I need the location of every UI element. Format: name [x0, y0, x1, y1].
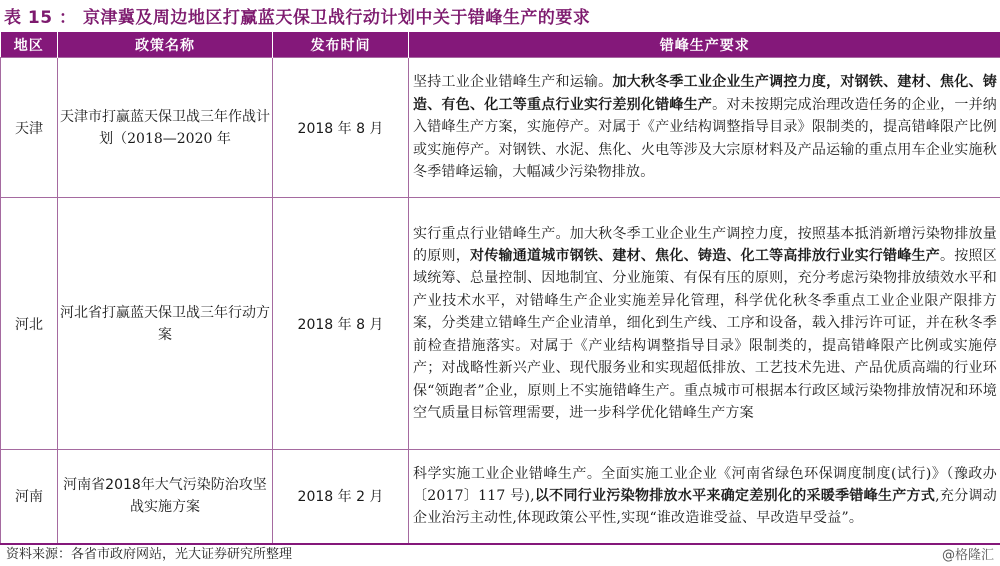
table-row-tianjin — [1, 58, 1000, 198]
release-date-cell: 2018 年 8 月 — [273, 198, 409, 450]
title-text: 京津冀及周边地区打赢蓝天保卫战行动计划中关于错峰生产的要求 — [82, 8, 591, 28]
source-note: 资料来源：各省市政府网站，光大证券研究所整理 — [6, 547, 293, 562]
header-policy-name: 政策名称 — [58, 32, 273, 58]
policy-name-year: 2018 — [105, 477, 141, 494]
table-row-henan — [1, 450, 1000, 544]
policy-name-part: 年大气污染防治攻坚战实施方案 — [130, 477, 267, 516]
requirement-text: 坚持工业企业错峰生产和运输。 — [413, 74, 613, 91]
table-header-row — [1, 32, 1000, 58]
policy-name-cell: 天津市打赢蓝天保卫战三年作战计划（2018—2020 年 — [58, 58, 273, 198]
requirements-cell — [409, 450, 1000, 544]
requirement-text: 实行重点行业错峰生产。加大秋冬季工业企业生产调控力度，按照基本抵消新增污染物排放量的原则， — [413, 225, 997, 265]
policy-name-cell: 河北省打赢蓝天保卫战三年行动方案 — [58, 198, 273, 450]
title-prefix: 表 — [4, 8, 22, 28]
header-release-date: 发布时间 — [273, 32, 409, 58]
table-row-hebei — [1, 198, 1000, 450]
page-title — [4, 3, 590, 28]
region-cell: 河南 — [1, 450, 58, 544]
requirement-text: ,充分调动企业治污主动性,体现政策公平性,实现“谁改造谁受益、早改造早受益”。 — [413, 488, 997, 527]
requirement-text: 科学实施工业企业错峰生产。全面实施工业企业《河南省绿色环保调度制度(试行)》（豫政办〔2017〕117 号), — [413, 465, 997, 505]
release-date-cell: 2018 年 2 月 — [273, 450, 409, 544]
header-requirements: 错峰生产要求 — [409, 32, 1000, 58]
policy-name-part: 河南省 — [63, 477, 106, 494]
requirement-text: 。对未按期完成治理改造任务的企业，一并纳入错峰生产方案，实施停产。对属于《产业结构调整指导目录》限制类的，提高错峰限产比例或实施停产。对钢铁、水泥、焦化、火电等涉及大宗原材料及产品运输的重点用车企业实施秋冬季错峰运输，大幅减少污染物排放。 — [413, 96, 998, 181]
title-number: 15 — [27, 8, 53, 28]
title-separator: ： — [59, 8, 77, 28]
region-cell: 河北 — [1, 198, 58, 450]
requirements-cell — [409, 58, 1000, 198]
release-date-cell: 2018 年 8 月 — [273, 58, 409, 198]
policy-table — [0, 32, 1000, 545]
requirement-text: 。按照区域统筹、总量控制、因地制宜、分业施策、有保有压的原则，充分考虑污染物排放绩效水平和产业技术水平，对错峰生产企业实施差异化管理，科学优化秋冬季重点工业企业限产限排方案，分类建立错峰生产企业清单，细化到生产线、工序和设备，载入排污许可证，并在秋冬季前检查措施落实。对属于《产业结构调整指导目录》限制类的，提高错峰限产比例或实施停产；对战略性新兴产业、现代服务业和实现超低排放、工艺技术先进、产品优质高端的行业环保“领跑者”企业，原则上不实施错峰生产。重点城市可根据本行政区域污染物排放情况和环境空气质量目标管理需要，进一步科学优化错峰生产方案 — [413, 248, 997, 421]
requirements-cell — [409, 198, 1000, 450]
region-cell: 天津 — [1, 58, 58, 198]
requirement-emphasis: 对传输通道城市钢铁、建材、焦化、铸造、化工等高排放行业实行错峰生产 — [469, 248, 941, 265]
policy-name-cell — [58, 450, 273, 544]
header-region: 地区 — [1, 32, 58, 58]
requirement-emphasis: 加大秋冬季工业企业生产调控力度，对钢铁、建材、焦化、铸造、有色、化工等重点行业实行差别化错峰生产 — [413, 74, 997, 113]
requirement-emphasis: 以不同行业污染物排放水平来确定差别化的采暖季错峰生产方式 — [534, 488, 936, 505]
watermark: @格隆汇 — [941, 548, 994, 563]
